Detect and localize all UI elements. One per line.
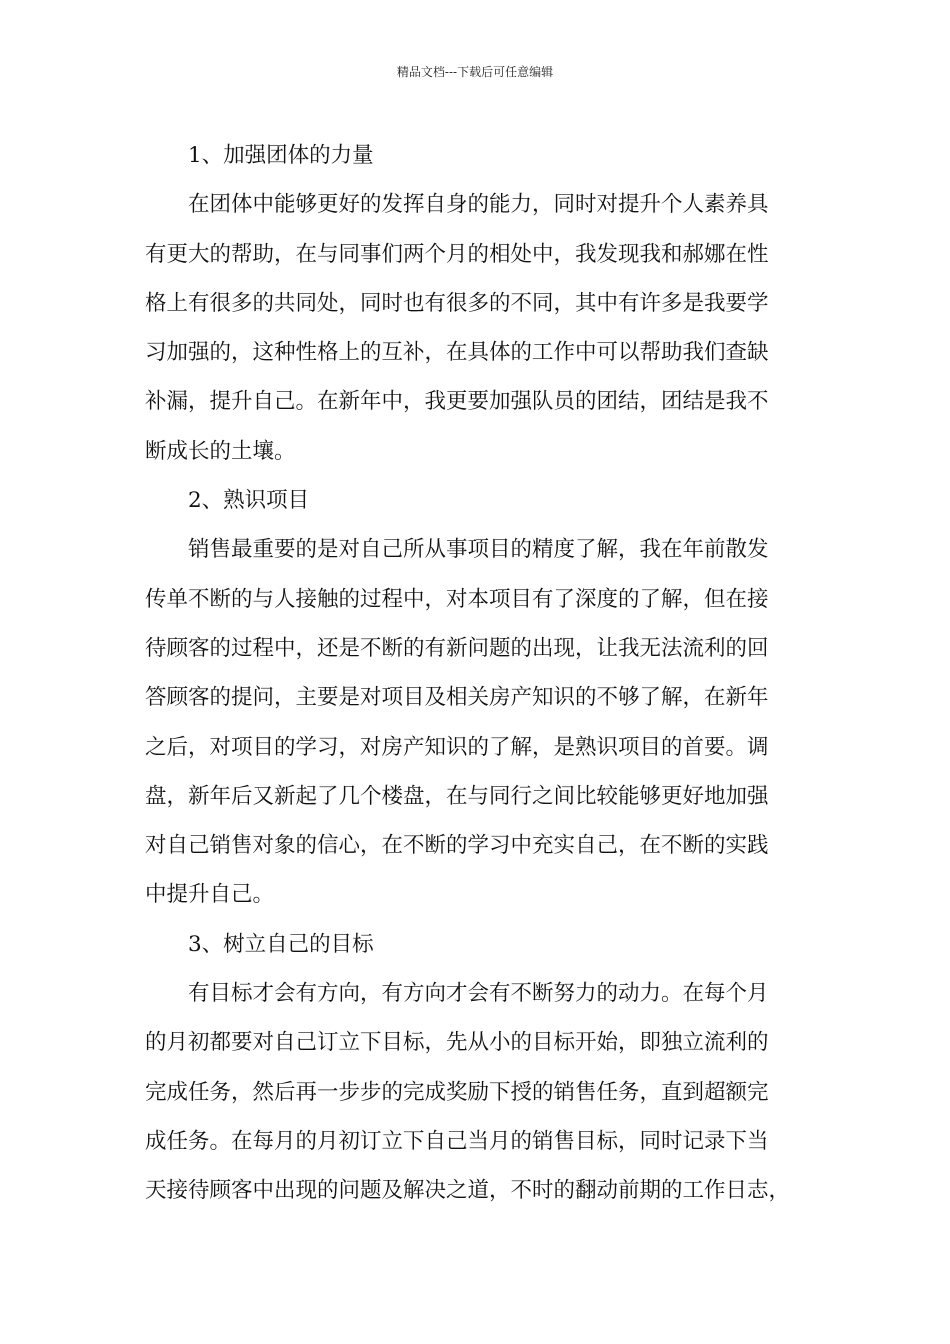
section-paragraph <box>145 969 835 1215</box>
paragraph-line: 待顾客的过程中，还是不断的有新问题的出现，让我无法流利的回 <box>145 635 769 661</box>
section-heading: 2、熟识项目 <box>188 488 310 514</box>
page-header: 精品文档---下载后可任意编辑 <box>396 65 554 79</box>
paragraph-line: 有更大的帮助，在与同事们两个月的相处中，我发现我和郝娜在性 <box>145 241 769 267</box>
section-paragraph <box>145 180 835 476</box>
paragraph-line: 成任务。在每月的月初订立下自己当月的销售目标，同时记录下当 <box>145 1128 769 1154</box>
paragraph-line: 中提升自己。 <box>145 882 275 908</box>
section-heading: 3、树立自己的目标 <box>188 931 374 957</box>
paragraph-line: 答顾客的提问，主要是对项目及相关房产知识的不够了解，在新年 <box>145 685 769 711</box>
section-3 <box>145 920 835 1216</box>
section-1 <box>145 131 835 476</box>
section-2 <box>145 476 835 920</box>
paragraph-line: 有目标才会有方向，有方向才会有不断努力的动力。在每个月 <box>188 981 769 1007</box>
paragraph-line: 天接待顾客中出现的问题及解决之道，不时的翻动前期的工作日志， <box>145 1178 791 1204</box>
paragraph-line: 补漏，提升自己。在新年中，我更要加强队员的团结，团结是我不 <box>145 389 769 415</box>
paragraph-line: 的月初都要对自己订立下目标，先从小的目标开始，即独立流利的 <box>145 1030 769 1056</box>
paragraph-line: 之后，对项目的学习，对房产知识的了解，是熟识项目的首要。调 <box>145 734 769 760</box>
paragraph-line: 传单不断的与人接触的过程中，对本项目有了深度的了解，但在接 <box>145 586 769 612</box>
paragraph-line: 销售最重要的是对自己所从事项目的精度了解，我在年前散发 <box>188 537 769 563</box>
paragraph-line: 在团体中能够更好的发挥自身的能力，同时对提升个人素养具 <box>188 192 769 218</box>
paragraph-line: 断成长的土壤。 <box>145 438 296 464</box>
paragraph-line: 对自己销售对象的信心，在不断的学习中充实自己，在不断的实践 <box>145 833 769 859</box>
paragraph-line: 盘，新年后又新起了几个楼盘，在与同行之间比较能够更好地加强 <box>145 783 769 809</box>
paragraph-line: 格上有很多的共同处，同时也有很多的不同，其中有许多是我要学 <box>145 290 769 316</box>
section-paragraph <box>145 525 835 919</box>
section-heading: 1、加强团体的力量 <box>188 143 374 168</box>
document-body <box>145 131 835 1216</box>
paragraph-line: 习加强的，这种性格上的互补，在具体的工作中可以帮助我们查缺 <box>145 340 769 366</box>
paragraph-line: 完成任务，然后再一步步的完成奖励下授的销售任务，直到超额完 <box>145 1079 769 1105</box>
